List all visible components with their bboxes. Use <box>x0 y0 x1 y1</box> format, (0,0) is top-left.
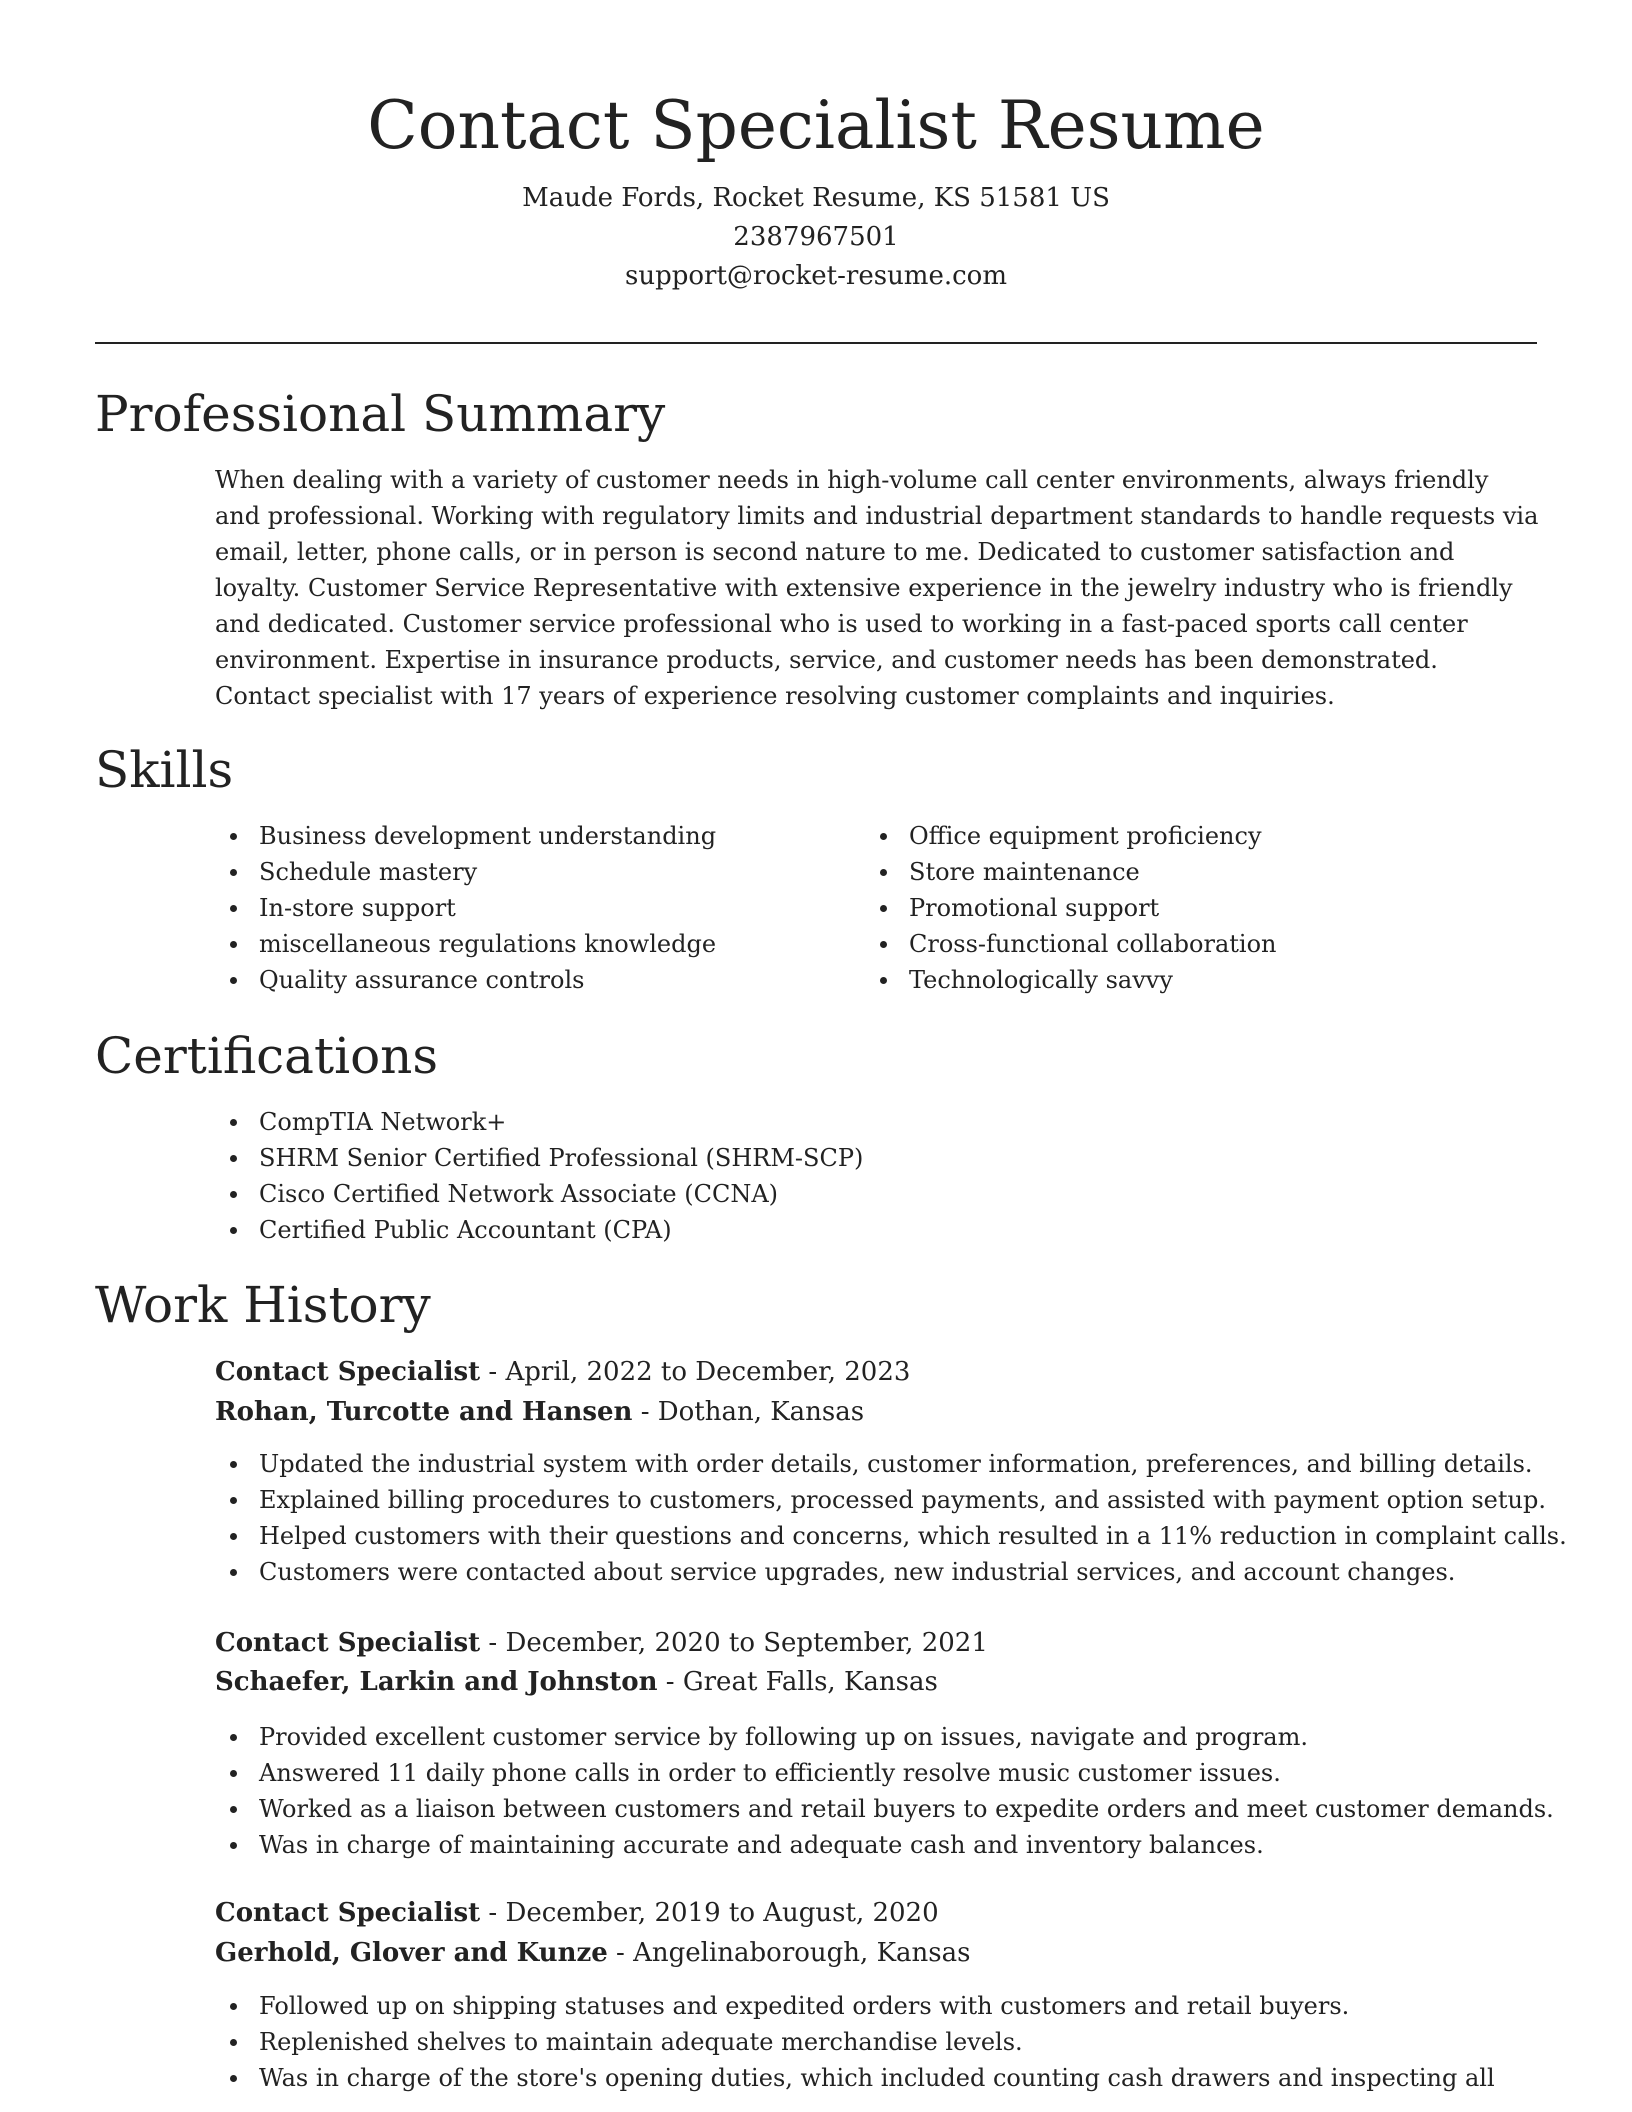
header-divider <box>95 342 1537 344</box>
resume-title: Contact Specialist Resume <box>367 87 1265 164</box>
work-history-heading: Work History <box>95 1276 431 1334</box>
job-bullet: Explained billing procedures to customers, processed payments, and assisted with payment option setup. <box>215 1482 1535 1518</box>
job-title-line <box>215 1353 910 1391</box>
job-bullets <box>215 1719 1554 1863</box>
skill-item: Office equipment proficiency <box>865 818 1465 854</box>
skill-item: Promotional support <box>865 890 1465 926</box>
job-title-line <box>215 1624 988 1662</box>
job-company-line <box>215 1393 864 1431</box>
job-title: Contact Specialist <box>215 1898 481 1928</box>
summary-text: When dealing with a variety of customer needs in high-volume call center environments, always friendly and professional. Working with regulatory limits and industrial department standards to handle requests via email, letter, phone calls, or in person is second nature to me. Dedicated to customer satisfaction and loyalty. Customer Service Representative with extensive experience in the jewelry industry who is friendly and dedicated. Customer service professional who is used to working in a fast-paced sports call center environment. Expertise in insurance products, service, and customer needs has been demonstrated. Contact specialist with 17 years of experience resolving customer complaints and inquiries. <box>215 466 1539 710</box>
skills-list-right <box>865 818 1465 998</box>
certification-item: CompTIA Network+ <box>215 1104 1515 1140</box>
certification-item: Cisco Certified Network Associate (CCNA) <box>215 1176 1515 1212</box>
skill-item: miscellaneous regulations knowledge <box>215 926 815 962</box>
job-bullet: Was in charge of the store's opening duties, which included counting cash drawers and inspecting all <box>215 2060 1535 2096</box>
job-dates: - December, 2020 to September, 2021 <box>480 1628 988 1658</box>
job-bullet: Answered 11 daily phone calls in order to efficiently resolve music customer issues. <box>215 1755 1535 1791</box>
skill-item: Store maintenance <box>865 854 1465 890</box>
certifications-heading: Certifications <box>95 1027 439 1085</box>
certifications-list <box>215 1104 1515 1248</box>
job-bullet: Provided excellent customer service by following up on issues, navigate and program. <box>215 1719 1535 1755</box>
job-bullet: Helped customers with their questions and concerns, which resulted in a 11% reduction in complaint calls. <box>215 1518 1535 1554</box>
skills-heading: Skills <box>95 741 234 799</box>
contact-address: Maude Fords, Rocket Resume, KS 51581 US <box>522 183 1110 213</box>
job-bullet: Worked as a liaison between customers and retail buyers to expedite orders and meet customer demands. <box>215 1791 1535 1827</box>
skills-list-left <box>215 818 815 998</box>
certification-item: SHRM Senior Certified Professional (SHRM-SCP) <box>215 1140 1515 1176</box>
job-bullet: Followed up on shipping statuses and expedited orders with customers and retail buyers. <box>215 1988 1535 2024</box>
job-bullet: Replenished shelves to maintain adequate merchandise levels. <box>215 2024 1535 2060</box>
certification-item: Certified Public Accountant (CPA) <box>215 1212 1515 1248</box>
resume-header <box>95 84 1537 296</box>
contact-email: support@rocket-resume.com <box>624 261 1007 291</box>
job-bullets <box>215 1988 1535 2096</box>
job-bullet: Customers were contacted about service upgrades, new industrial services, and account changes. <box>215 1554 1535 1590</box>
job-company: Gerhold, Glover and Kunze <box>215 1938 608 1968</box>
contact-phone: 2387967501 <box>733 222 899 252</box>
skill-item: In-store support <box>215 890 815 926</box>
job-title-line <box>215 1894 939 1932</box>
job-location: - Great Falls, Kansas <box>657 1667 938 1697</box>
job-company-line <box>215 1934 970 1972</box>
job-bullet: Was in charge of maintaining accurate and adequate cash and inventory balances. <box>215 1827 1535 1863</box>
job-bullets <box>215 1446 1567 1590</box>
job-company: Schaefer, Larkin and Johnston <box>215 1667 658 1697</box>
summary-heading: Professional Summary <box>95 385 666 443</box>
job-location: - Angelinaborough, Kansas <box>607 1938 971 1968</box>
job-bullet: Updated the industrial system with order details, customer information, preferences, and billing details. <box>215 1446 1535 1482</box>
job-dates: - April, 2022 to December, 2023 <box>480 1357 911 1387</box>
skill-item: Schedule mastery <box>215 854 815 890</box>
skill-item: Cross-functional collaboration <box>865 926 1465 962</box>
skill-item: Quality assurance controls <box>215 962 815 998</box>
skill-item: Business development understanding <box>215 818 815 854</box>
job-company-line <box>215 1663 938 1701</box>
job-company: Rohan, Turcotte and Hansen <box>215 1397 633 1427</box>
skill-item: Technologically savvy <box>865 962 1465 998</box>
job-dates: - December, 2019 to August, 2020 <box>480 1898 939 1928</box>
job-title: Contact Specialist <box>215 1357 481 1387</box>
job-location: - Dothan, Kansas <box>632 1397 865 1427</box>
job-title: Contact Specialist <box>215 1628 481 1658</box>
